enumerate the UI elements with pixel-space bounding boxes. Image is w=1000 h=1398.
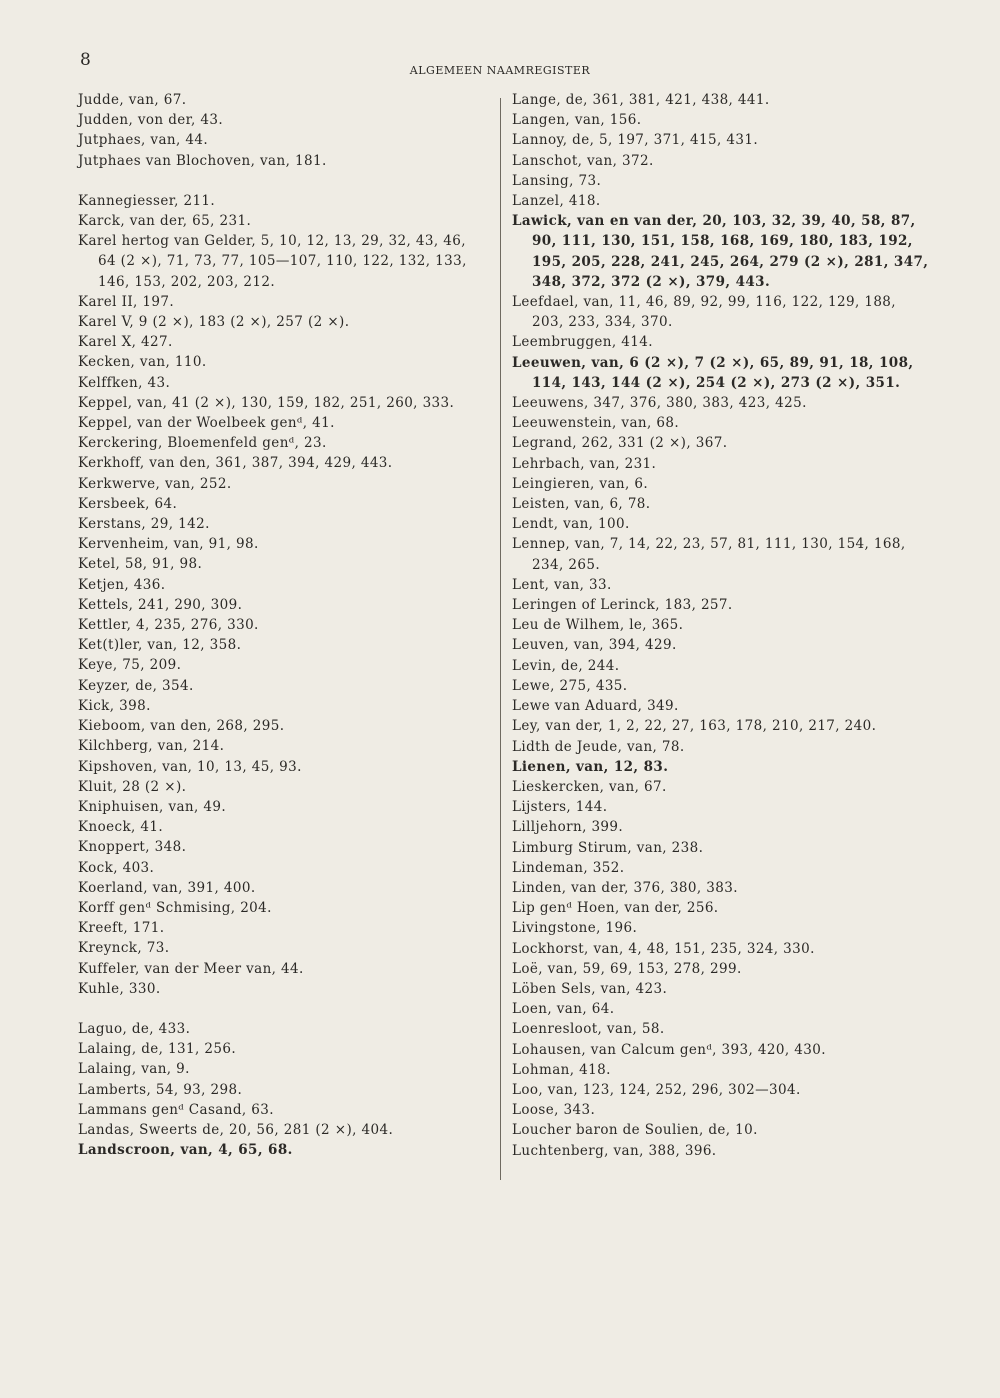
index-entry: Kniphuisen, van, 49. — [78, 798, 227, 815]
index-entry: Koerland, van, 391, 400. — [78, 879, 256, 896]
index-entry: Limburg Stirum, van, 238. — [512, 839, 704, 856]
index-entry: Keppel, van der Woelbeek genᵈ, 41. — [78, 415, 335, 432]
index-entry: Lansing, 73. — [512, 172, 602, 189]
index-entry: Knoeck, 41. — [78, 819, 164, 836]
index-entry: Lohman, 418. — [512, 1061, 611, 1078]
index-entry: Lidth de Jeude, van, 78. — [512, 738, 685, 755]
index-entry: Lent, van, 33. — [512, 576, 612, 593]
index-entry: Löben Sels, van, 423. — [512, 980, 668, 997]
index-entry: Lawick, van en van der, 20, 103, 32, 39, 40, 58, 87, 90, 111, 130, 151, 158, 168, 169, 180, 183, 192, 195, 205, 228, 241, 245, 264, 279 (2 ×), 281, 347, 348, 372, 372 (2 ×), 379, 443. — [512, 213, 929, 290]
index-entry: Kervenheim, van, 91, 98. — [78, 536, 259, 553]
index-entry: Lip genᵈ Hoen, van der, 256. — [512, 900, 719, 917]
index-entry: Kick, 398. — [78, 697, 151, 714]
index-entry: Livingstone, 196. — [512, 920, 638, 937]
index-entry: Judde, van, 67. — [78, 92, 187, 108]
index-entry: Karck, van der, 65, 231. — [78, 213, 252, 230]
index-entry: Ketel, 58, 91, 98. — [78, 556, 203, 573]
index-entry: Loo, van, 123, 124, 252, 296, 302—304. — [512, 1081, 801, 1098]
section-gap — [78, 171, 488, 191]
index-entry: Lamberts, 54, 93, 298. — [78, 1081, 243, 1098]
index-entry: Kilchberg, van, 214. — [78, 738, 225, 755]
index-entry: Judden, von der, 43. — [78, 112, 224, 129]
index-entry: Linden, van der, 376, 380, 383. — [512, 879, 738, 896]
index-entry: Kerckering, Bloemenfeld genᵈ, 23. — [78, 435, 327, 452]
index-entry: Kreeft, 171. — [78, 920, 165, 937]
index-entry: Kerstans, 29, 142. — [78, 516, 210, 533]
index-entry: Karel hertog van Gelder, 5, 10, 12, 13, 29, 32, 43, 46, 64 (2 ×), 71, 73, 77, 105—107, 110, 122, 132, 133, 146, 153, 202, 203, 212. — [78, 233, 467, 290]
index-entry: Karel X, 427. — [78, 334, 173, 351]
index-entry: Ket(t)ler, van, 12, 358. — [78, 637, 242, 654]
index-entry: Lienen, van, 12, 83. — [512, 758, 669, 775]
index-entry: Lanzel, 418. — [512, 193, 601, 210]
column-divider — [500, 98, 501, 1180]
index-entry: Levin, de, 244. — [512, 657, 620, 674]
index-entry: Lijsters, 144. — [512, 799, 608, 816]
index-entry: Leeuwens, 347, 376, 380, 383, 423, 425. — [512, 395, 807, 412]
index-entry: Lammans genᵈ Casand, 63. — [78, 1101, 274, 1118]
running-head: ALGEMEEN NAAMREGISTER — [409, 64, 591, 77]
index-entry: Lalaing, de, 131, 256. — [78, 1041, 237, 1058]
index-entry: Lohausen, van Calcum genᵈ, 393, 420, 430. — [512, 1041, 826, 1058]
index-entry: Leembruggen, 414. — [512, 334, 653, 351]
index-entry: Kerkhoff, van den, 361, 387, 394, 429, 443. — [78, 455, 393, 472]
index-entry: Ketjen, 436. — [78, 576, 166, 593]
index-entry: Kettler, 4, 235, 276, 330. — [78, 617, 259, 634]
index-entry: Kieboom, van den, 268, 295. — [78, 718, 285, 735]
index-entry: Lennep, van, 7, 14, 22, 23, 57, 81, 111, 130, 154, 168, 234, 265. — [512, 536, 906, 573]
index-entry: Lehrbach, van, 231. — [512, 455, 657, 472]
index-entry: Leuven, van, 394, 429. — [512, 637, 677, 654]
index-entry: Leefdael, van, 11, 46, 89, 92, 99, 116, 122, 129, 188, 203, 233, 334, 370. — [512, 294, 896, 331]
index-entry: Kreynck, 73. — [78, 940, 170, 957]
index-entry: Lewe, 275, 435. — [512, 677, 628, 694]
index-entry: Laguo, de, 433. — [78, 1020, 191, 1037]
index-entry: Loë, van, 59, 69, 153, 278, 299. — [512, 960, 742, 977]
index-entry: Keyzer, de, 354. — [78, 677, 194, 694]
index-entry: Lindeman, 352. — [512, 859, 625, 876]
index-entry: Kannegiesser, 211. — [78, 192, 216, 209]
index-entry: Legrand, 262, 331 (2 ×), 367. — [512, 435, 728, 452]
index-entry: Keye, 75, 209. — [78, 657, 182, 674]
index-entry: Kuffeler, van der Meer van, 44. — [78, 960, 304, 977]
index-entry: Landas, Sweerts de, 20, 56, 281 (2 ×), 404. — [78, 1121, 394, 1138]
index-entry: Lieskercken, van, 67. — [512, 778, 667, 795]
index-entry: Ley, van der, 1, 2, 22, 27, 163, 178, 210, 217, 240. — [512, 718, 877, 735]
index-entry: Leeuwen, van, 6 (2 ×), 7 (2 ×), 65, 89, 91, 18, 108, 114, 143, 144 (2 ×), 254 (2 ×), 273 (2 ×), 351. — [512, 354, 914, 391]
index-entry: Langen, van, 156. — [512, 112, 642, 129]
index-entry: Jutphaes van Blochoven, van, 181. — [78, 152, 327, 169]
index-entry: Kettels, 241, 290, 309. — [78, 596, 243, 613]
index-entry: Kecken, van, 110. — [78, 354, 207, 371]
index-entry: Leeuwenstein, van, 68. — [512, 415, 680, 432]
index-entry: Kuhle, 330. — [78, 980, 161, 997]
index-entry: Korff genᵈ Schmising, 204. — [78, 899, 272, 916]
index-entry: Leu de Wilhem, le, 365. — [512, 617, 684, 634]
index-entry: Leisten, van, 6, 78. — [512, 496, 651, 513]
index-entry: Jutphaes, van, 44. — [78, 132, 209, 149]
index-entry: Loose, 343. — [512, 1102, 596, 1119]
index-entry: Lalaing, van, 9. — [78, 1061, 190, 1078]
index-entry: Kock, 403. — [78, 859, 155, 876]
index-entry: Karel II, 197. — [78, 293, 175, 310]
index-entry: Kersbeek, 64. — [78, 495, 178, 512]
section-gap — [78, 999, 488, 1019]
index-entry: Kelffken, 43. — [78, 374, 171, 391]
left-index-column — [78, 90, 488, 1160]
index-entry: Lewe van Aduard, 349. — [512, 698, 679, 715]
index-entry: Lange, de, 361, 381, 421, 438, 441. — [512, 92, 770, 108]
index-entry: Keppel, van, 41 (2 ×), 130, 159, 182, 251, 260, 333. — [78, 394, 455, 411]
right-index-column — [512, 90, 932, 1161]
index-entry: Knoppert, 348. — [78, 839, 187, 856]
index-entry: Lendt, van, 100. — [512, 516, 630, 533]
index-entry: Lanschot, van, 372. — [512, 152, 654, 169]
index-entry: Leringen of Lerinck, 183, 257. — [512, 597, 733, 614]
index-entry: Loen, van, 64. — [512, 1001, 615, 1018]
index-entry: Kerkwerve, van, 252. — [78, 475, 232, 492]
index-entry: Luchtenberg, van, 388, 396. — [512, 1142, 717, 1159]
index-entry: Lockhorst, van, 4, 48, 151, 235, 324, 330. — [512, 940, 815, 957]
index-entry: Loucher baron de Soulien, de, 10. — [512, 1122, 758, 1139]
index-entry: Loenresloot, van, 58. — [512, 1021, 665, 1038]
index-entry: Kipshoven, van, 10, 13, 45, 93. — [78, 758, 302, 775]
index-entry: Lannoy, de, 5, 197, 371, 415, 431. — [512, 132, 759, 149]
index-entry: Karel V, 9 (2 ×), 183 (2 ×), 257 (2 ×). — [78, 314, 350, 331]
index-entry: Leingieren, van, 6. — [512, 475, 649, 492]
index-entry: Kluit, 28 (2 ×). — [78, 778, 187, 795]
page-number: 8 — [80, 50, 91, 70]
index-entry: Lilljehorn, 399. — [512, 819, 624, 836]
index-entry: Landscroon, van, 4, 65, 68. — [78, 1142, 293, 1159]
